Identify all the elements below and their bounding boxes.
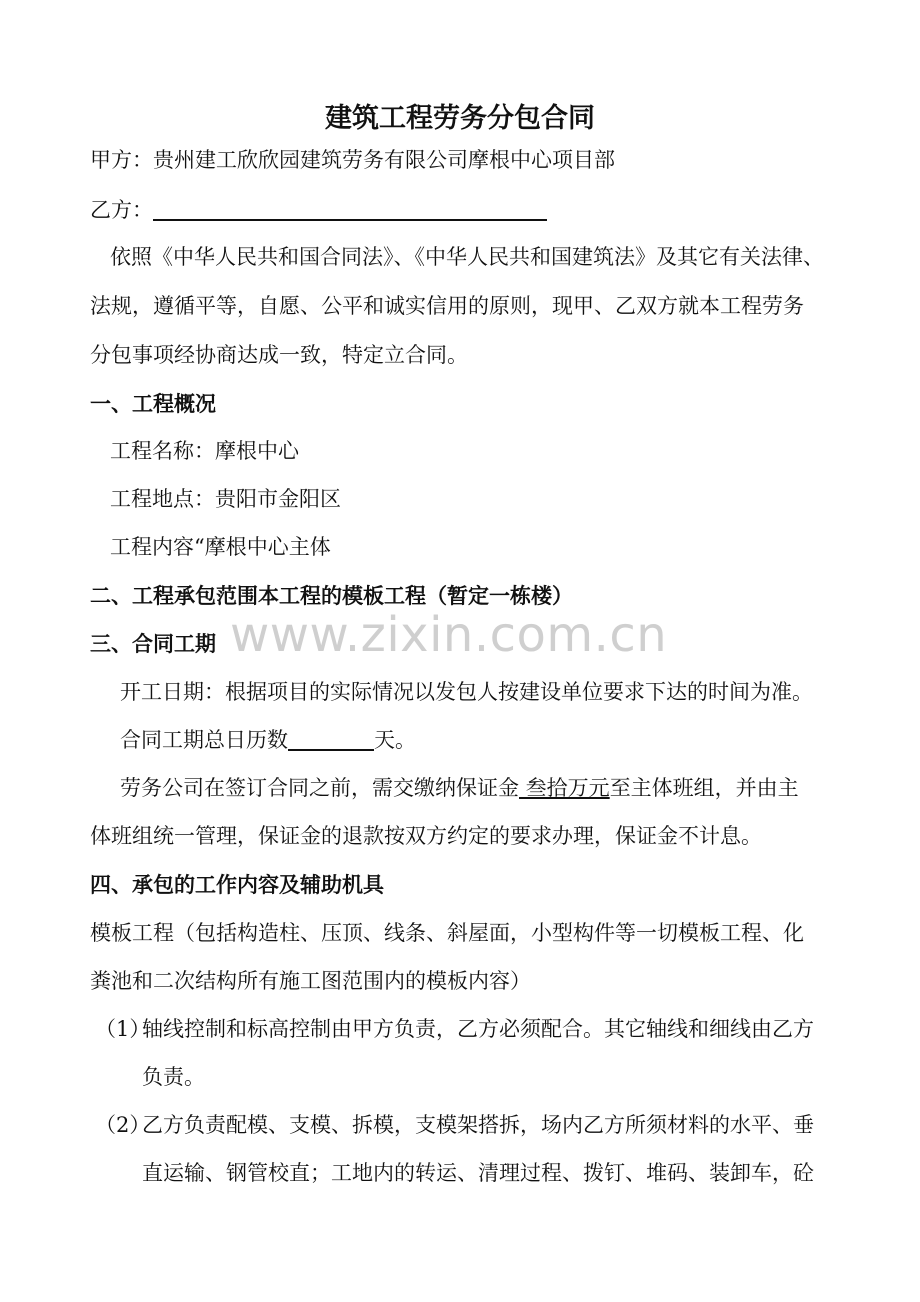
deposit-suffix: 至主体班组，并由主 <box>609 776 799 800</box>
intro-line-3: 分包事项经协商达成一致，特定立合同。 <box>90 343 468 367</box>
duration-suffix: 天。 <box>374 728 416 752</box>
item-2-line-1: 乙方负责配模、支模、拆模，支模架搭拆，场内乙方所须材料的水平、垂 <box>142 1113 814 1137</box>
party-b <box>90 200 547 221</box>
section-4-heading: 四、承包的工作内容及辅助机具 <box>90 872 384 897</box>
item-1-number: （1） <box>95 1017 151 1041</box>
watermark: www.zixin.com.cn <box>230 607 668 663</box>
duration-prefix: 合同工期总日历数 <box>120 728 288 752</box>
deposit-amount: 叁拾万元 <box>519 776 610 800</box>
intro-line-2: 法规，遵循平等，自愿、公平和诚实信用的原则，现甲、乙双方就本工程劳务 <box>90 294 804 318</box>
party-b-blank <box>153 201 547 221</box>
party-b-label: 乙方： <box>90 198 153 222</box>
deposit-line-1 <box>120 778 799 799</box>
scope-line-1: 模板工程（包括构造柱、压顶、线条、斜屋面，小型构件等一切模板工程、化 <box>90 921 804 945</box>
project-name: 工程名称：摩根中心 <box>110 439 299 463</box>
item-1-line-2: 负责。 <box>142 1065 205 1089</box>
project-location: 工程地点：贵阳市金阳区 <box>110 487 341 511</box>
document-title: 建筑工程劳务分包合同 <box>325 103 595 134</box>
section-3-heading: 三、合同工期 <box>90 631 216 656</box>
deposit-prefix: 劳务公司在签订合同之前，需交缴纳保证金 <box>120 776 519 800</box>
start-date: 开工日期：根据项目的实际情况以发包人按建设单位要求下达的时间为准。 <box>120 680 813 704</box>
item-1-line-1: 轴线控制和标高控制由甲方负责，乙方必须配合。其它轴线和细线由乙方 <box>142 1017 814 1041</box>
item-2-number: （2） <box>95 1113 151 1137</box>
section-2-heading: 二、工程承包范围本工程的模板工程（暂定一栋楼） <box>90 583 573 608</box>
deposit-line-2: 体班组统一管理，保证金的退款按双方约定的要求办理，保证金不计息。 <box>90 824 762 848</box>
party-a: 甲方：贵州建工欣欣园建筑劳务有限公司摩根中心项目部 <box>90 148 615 172</box>
contract-duration <box>120 730 416 751</box>
scope-line-2: 粪池和二次结构所有施工图范围内的模板内容） <box>90 969 531 993</box>
duration-blank <box>288 731 374 751</box>
project-content: 工程内容“摩根中心主体 <box>110 535 331 559</box>
item-2-line-2: 直运输、钢管校直；工地内的转运、清理过程、拨钉、堆码、装卸车，砼 <box>142 1161 814 1185</box>
section-1-heading: 一、工程概况 <box>90 391 216 416</box>
intro-line-1: 依照《中华人民共和国合同法》、《中华人民共和国建筑法》及其它有关法律、 <box>110 245 824 269</box>
